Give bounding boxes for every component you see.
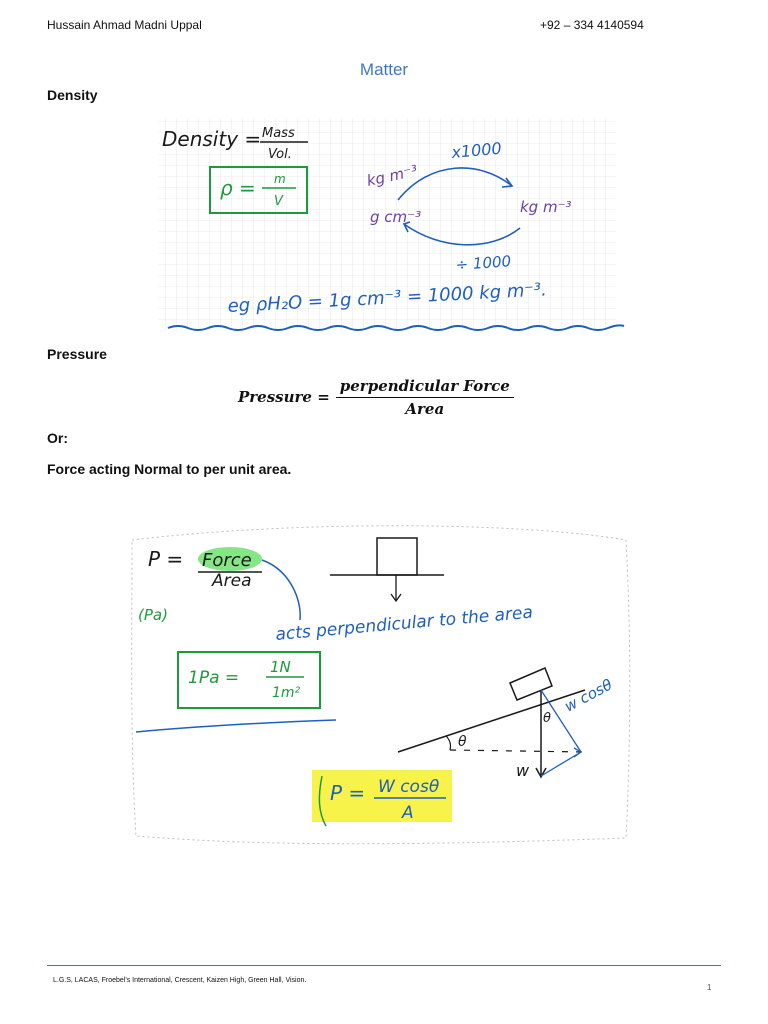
final-denominator: A [402,803,414,823]
page-number: 1 [707,983,712,992]
final-p-eq: P = [330,781,366,805]
rho-den: V [274,194,283,209]
density-heading: Density [47,87,98,103]
weight-label: w [516,761,530,780]
rho-eq: ρ = [220,176,256,200]
or-label: Or: [47,430,68,446]
kgm3-top: kg m⁻³ [365,161,420,190]
one-n: 1N [270,658,291,676]
force-label: Force [202,550,252,571]
incline [398,690,585,752]
final-numerator: W cosθ [378,777,440,797]
formula-numerator: perpendicular Force [336,377,514,398]
density-def-num: Mass [262,126,295,141]
block-incline [510,668,552,700]
water-example: eg ρH₂O = 1g cm⁻³ = 1000 kg m⁻³. [227,279,548,317]
one-pa: 1Pa = [188,668,240,688]
density-def-lhs: Density = [162,127,262,151]
pressure-definition: Force acting Normal to per unit area. [47,461,292,477]
x1000-label: x1000 [450,138,503,162]
formula-denominator: Area [405,399,445,418]
page-title: Matter [359,60,409,79]
formula-lhs: Pressure = [238,388,330,406]
kgm3-right: kg m⁻³ [520,198,572,216]
div1000-label: ÷ 1000 [455,252,512,274]
pressure-heading: Pressure [47,346,107,362]
footer-schools: L.G.S, LACAS, Froebel's International, Crescent, Kaizen High, Green Hall, Vision. [53,977,307,984]
theta-vertical: θ [543,711,551,726]
acts-perpendicular: acts perpendicular to the area [274,602,534,645]
density-def-den: Vol. [268,147,292,162]
footer-divider [47,965,721,966]
header-author: Hussain Ahmad Madni Uppal [47,18,202,32]
theta-incline: θ [458,734,467,750]
rho-num: m [274,172,286,186]
p-eq: P = [148,547,184,571]
pa-unit: (Pa) [138,606,168,624]
header-phone: +92 – 334 4140594 [540,18,644,32]
block-flat [377,538,417,575]
one-m2: 1m² [272,685,301,701]
gcm3-label: g cm⁻³ [370,208,422,226]
area-label: Area [212,571,252,591]
w-cos-label: w cosθ [561,675,616,716]
